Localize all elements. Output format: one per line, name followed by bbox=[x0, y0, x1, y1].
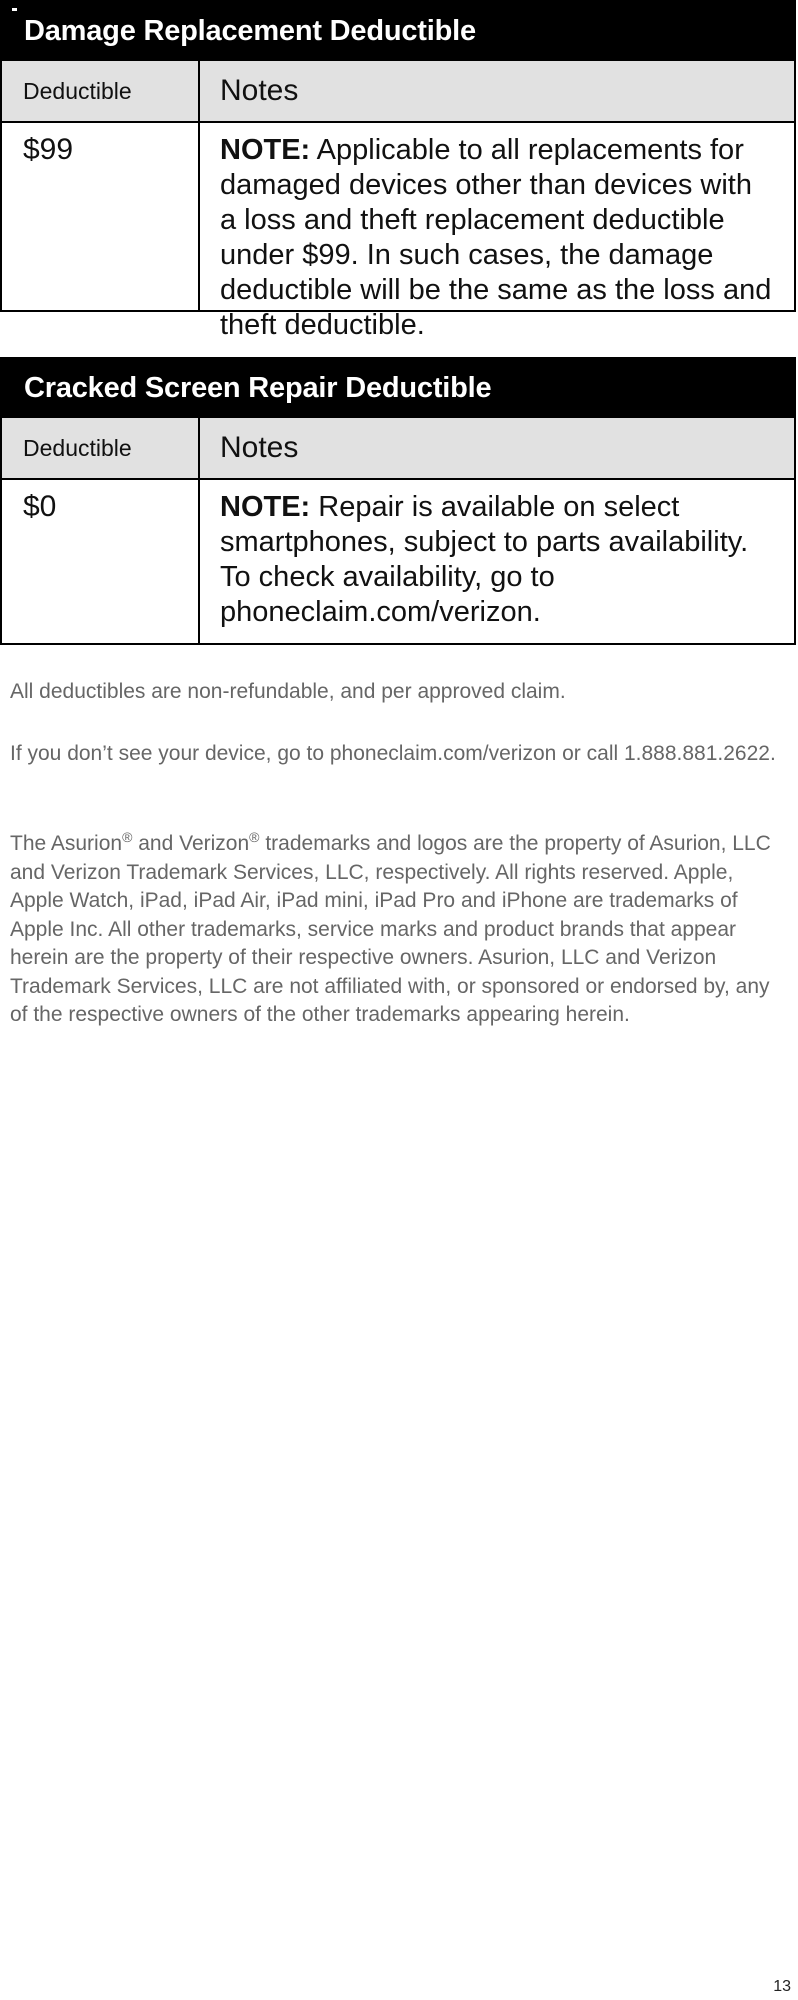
trademark-text-3: trademarks and logos are the property of Asurion, LLC and Verizon Trademark Services, LLC, respectively. All rights reserved. Apple, Apple Watch, iPad, iPad Air, iPad mini, iPad Pro and iPhone are trademarks of Apple Inc. All other trademarks, service marks and product brands that appear herein are the property of their respective owners. Asurion, LLC and Verizon Trademark Services, LLC are not affiliated with, or sponsored or endorsed by, any of the respective owners of the other trademarks appearing herein. bbox=[10, 832, 771, 1026]
nonrefundable-footnote: All deductibles are non-refundable, and per approved claim. bbox=[10, 680, 566, 703]
table-title: Cracked Screen Repair Deductible bbox=[24, 372, 492, 404]
deductible-value: $0 bbox=[2, 480, 200, 643]
note-text: Repair is available on select smartphones, subject to parts availability. To check availability, go to phoneclaim.com/verizon. bbox=[220, 491, 749, 628]
note-label: NOTE: bbox=[220, 491, 311, 523]
deductible-value: $99 bbox=[2, 123, 200, 310]
table-title-bar bbox=[2, 359, 794, 418]
note-cell bbox=[200, 480, 794, 643]
header-notes: Notes bbox=[220, 74, 299, 107]
note-cell bbox=[200, 123, 794, 341]
cracked-screen-repair-deductible-table bbox=[0, 357, 796, 645]
table-header-row bbox=[2, 61, 794, 123]
note-text: Applicable to all replacements for damaged devices other than devices with a loss and theft replacement deductible under $99. In such cases, the damage deductible will be the same as the loss and theft deductible. bbox=[220, 134, 772, 341]
header-deductible: Deductible bbox=[2, 61, 200, 121]
decorative-mark bbox=[12, 8, 17, 11]
registered-mark: ® bbox=[249, 829, 260, 845]
table-row bbox=[2, 480, 794, 643]
registered-mark: ® bbox=[122, 829, 133, 845]
trademark-footnote bbox=[10, 830, 790, 1030]
table-header-row bbox=[2, 418, 794, 480]
device-lookup-footnote: If you don’t see your device, go to phoneclaim.com/verizon or call 1.888.881.2622. bbox=[10, 742, 776, 765]
note-label: NOTE: bbox=[220, 134, 311, 166]
damage-replacement-deductible-table bbox=[0, 0, 796, 341]
table-title: Damage Replacement Deductible bbox=[24, 15, 476, 47]
page-number: 13 bbox=[773, 1978, 791, 1995]
table-title-bar bbox=[2, 2, 794, 61]
trademark-text-2: and Verizon bbox=[132, 832, 250, 855]
header-notes: Notes bbox=[220, 431, 299, 464]
trademark-text-1: The Asurion bbox=[10, 832, 123, 855]
header-deductible: Deductible bbox=[2, 418, 200, 478]
table-row bbox=[2, 123, 794, 341]
